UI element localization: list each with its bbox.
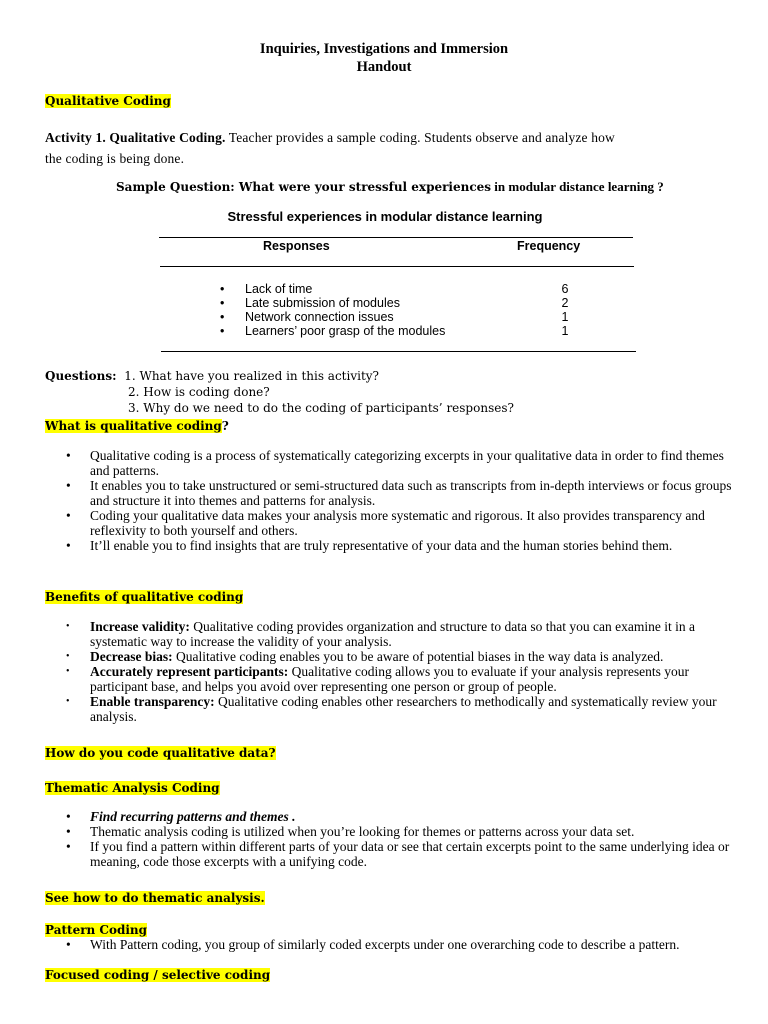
benefits-list	[66, 619, 740, 724]
bullet-icon: •	[220, 324, 225, 338]
bullet-icon: •	[66, 666, 70, 677]
pattern-list	[66, 937, 740, 952]
section-heading-how: How do you code qualitative data?	[45, 746, 276, 760]
bullet-icon: •	[66, 809, 71, 824]
list-item: • If you find a pattern within different parts of your data or see that certain excerpts point to the same underlying idea or meaning, code those excerpts with a unifying code.	[66, 839, 730, 869]
bullet-icon: •	[220, 310, 225, 324]
list-item: • Enable transparency: Qualitative coding enables other researchers to methodically and systematically review your analysis.	[66, 694, 717, 724]
bullet-icon: •	[66, 478, 71, 493]
section-heading-pattern: Pattern Coding	[45, 923, 148, 937]
activity-paragraph: Activity 1. Qualitative Coding. Teacher provides a sample coding. Students observe and analyze how the coding is being done.	[45, 130, 615, 166]
list-item: • Coding your qualitative data makes your analysis more systematic and rigorous. It also provides transparency and reflexivity to both yourself and others.	[66, 508, 705, 538]
list-item: • Find recurring patterns and themes .	[66, 809, 296, 824]
list-item: • Thematic analysis coding is utilized when you’re looking for themes or patterns across your data set.	[66, 824, 635, 839]
bullet-icon: •	[220, 296, 225, 310]
list-item: • It enables you to take unstructured or semi-structured data such as transcripts from in-depth interviews or focus groups and structure it into themes and patterns for analysis.	[66, 478, 732, 508]
bullet-icon: •	[66, 839, 71, 854]
bullet-icon: •	[66, 508, 71, 523]
table-bottom-rule	[161, 351, 636, 352]
document-title: Inquiries, Investigations and Immersion	[259, 41, 509, 57]
section-heading-benefits: Benefits of qualitative coding	[45, 590, 244, 604]
bullet-icon: •	[66, 696, 70, 707]
list-item: • Decrease bias: Qualitative coding enables you to be aware of potential biases in the way data is analyzed.	[66, 649, 664, 664]
table-header-rule	[160, 266, 634, 267]
bullet-icon: •	[66, 651, 70, 662]
document-subtitle: Handout	[356, 59, 412, 75]
section-heading-thematic: Thematic Analysis Coding	[45, 781, 220, 795]
questions-block: Questions: 1. What have you realized in this activity? 2. How is coding done? 3. Why do we need to do the coding of participants’ responses?	[45, 369, 514, 415]
sample-question: Sample Question: What were your stressful experiences in modular distance learning ?	[116, 179, 664, 194]
see-how-link[interactable]: See how to do thematic analysis.	[45, 891, 265, 905]
bullet-icon: •	[66, 538, 71, 553]
list-item: • Increase validity: Qualitative coding provides organization and structure to data so that you can examine it in a systematic way to increase the validity of your analysis.	[66, 619, 695, 649]
bullet-icon: •	[66, 621, 70, 632]
list-item: • With Pattern coding, you group of similarly coded excerpts under one overarching code to describe a pattern.	[66, 937, 680, 952]
thematic-list	[66, 809, 740, 869]
bullet-icon: •	[66, 937, 71, 952]
list-item: • Qualitative coding is a process of systematically categorizing excerpts in your qualitative data in order to find themes and patterns.	[66, 448, 724, 478]
list-item: • It’ll enable you to find insights that are truly representative of your data and the human stories behind them.	[66, 538, 673, 553]
section-heading-focused: Focused coding / selective coding	[45, 968, 271, 982]
bullet-icon: •	[220, 282, 225, 296]
section-heading-qualitative-coding: Qualitative Coding	[45, 94, 171, 108]
bullet-icon: •	[66, 448, 71, 463]
list-item: • Accurately represent participants: Qualitative coding allows you to evaluate if your analysis represents your participant base, and helps you avoid over representing one person or group of people.	[66, 664, 689, 694]
what-is-list	[66, 448, 740, 553]
table-header-responses: Responses	[263, 239, 330, 253]
bullet-icon: •	[66, 824, 71, 839]
table-top-rule	[159, 237, 633, 238]
table-header-frequency: Frequency	[517, 239, 581, 253]
section-heading-what-is: What is qualitative coding?	[45, 419, 229, 433]
table-title: Stressful experiences in modular distance learning	[227, 209, 543, 224]
